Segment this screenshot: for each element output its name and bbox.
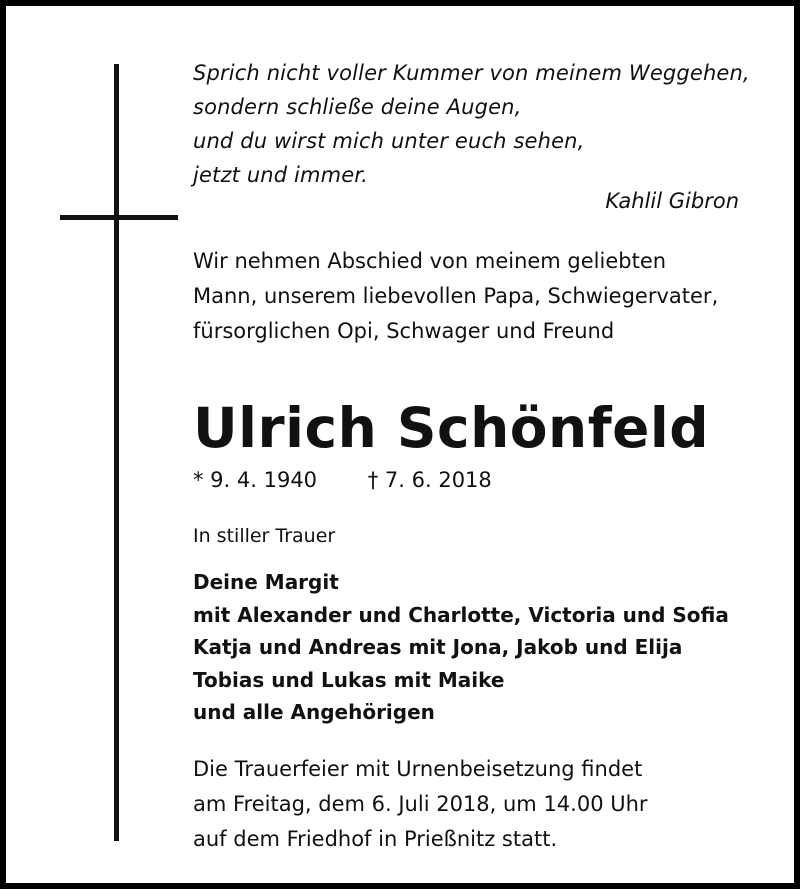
- ceremony-line: am Freitag, dem 6. Juli 2018, um 14.00 Uhr: [193, 792, 648, 816]
- death-date: † 7. 6. 2018: [367, 468, 492, 492]
- poem-line: sondern schließe deine Augen,: [193, 95, 522, 119]
- mourner-line: Katja und Andreas mit Jona, Jakob und Elija: [193, 635, 683, 659]
- life-dates: [193, 465, 492, 495]
- cross-vertical-bar: [114, 64, 119, 841]
- poem-author: Kahlil Gibron: [605, 189, 739, 213]
- deceased-name: Ulrich Schönfeld: [193, 396, 710, 460]
- poem-line: jetzt und immer.: [193, 163, 368, 187]
- birth-date: * 9. 4. 1940: [193, 468, 318, 492]
- intro-line: Mann, unserem liebevollen Papa, Schwiegervater,: [193, 284, 719, 308]
- ceremony-line: Die Trauerfeier mit Urnenbeisetzung findet: [193, 757, 643, 781]
- mourning-label: In stiller Trauer: [193, 525, 336, 547]
- poem-quote: [193, 56, 750, 192]
- mourner-line: Deine Margit: [193, 570, 339, 594]
- intro-line: fürsorglichen Opi, Schwager und Freund: [193, 319, 615, 343]
- poem-line: Sprich nicht voller Kummer von meinem Weggehen,: [193, 61, 750, 85]
- mourner-line: mit Alexander und Charlotte, Victoria und Sofia: [193, 602, 729, 627]
- funeral-details: [193, 752, 648, 857]
- ceremony-line: auf dem Friedhof in Prießnitz statt.: [193, 827, 558, 851]
- cross-horizontal-bar: [60, 215, 178, 220]
- mourners-list: [193, 566, 729, 729]
- intro-line: Wir nehmen Abschied von meinem geliebten: [193, 249, 667, 273]
- farewell-intro: [193, 244, 718, 349]
- mourner-line: und alle Angehörigen: [193, 700, 435, 724]
- poem-line: und du wirst mich unter euch sehen,: [193, 129, 585, 153]
- mourner-line: Tobias und Lukas mit Maike: [193, 667, 505, 692]
